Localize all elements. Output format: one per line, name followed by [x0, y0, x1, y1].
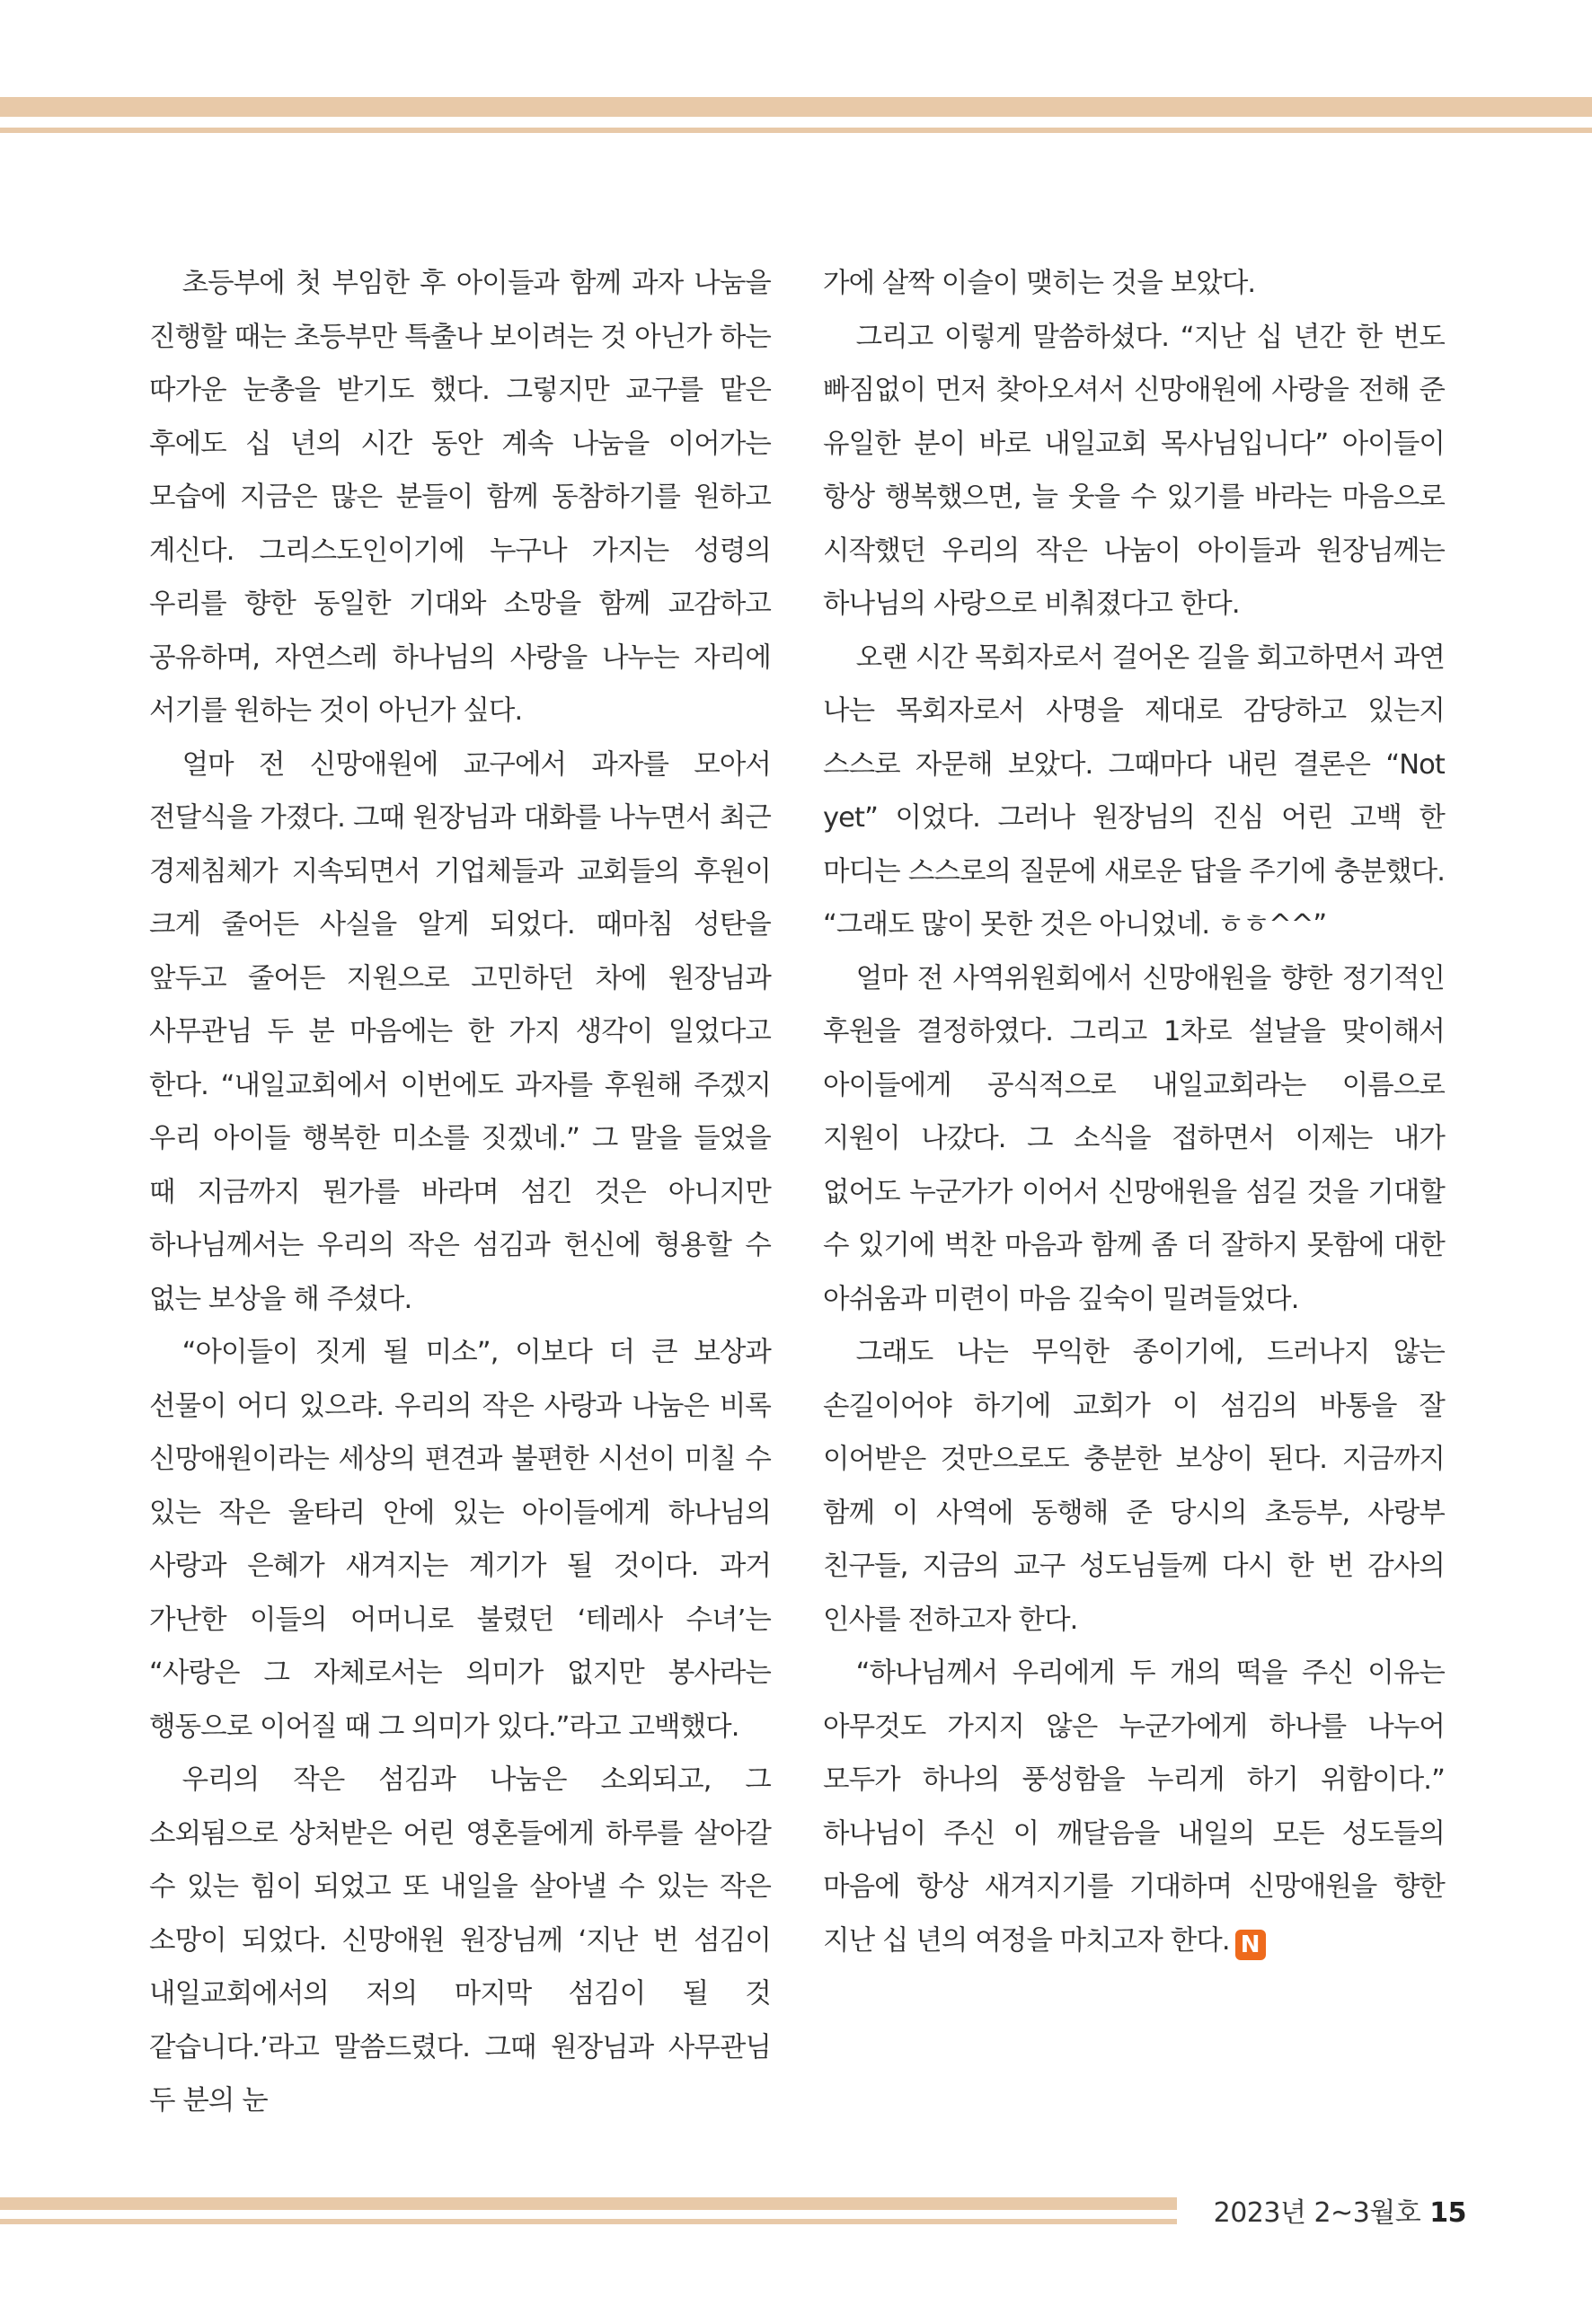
paragraph: 그리고 이렇게 말씀하셨다. “지난 십 년간 한 번도 빠짐없이 먼저 찾아오셔서 신망애원에 사랑을 전해 준 유일한 분이 바로 내일교회 목사님입니다” 아이들이 항상 행복했으면, 늘 웃을 수 있기를 바라는 마음으로 시작했던 우리의 작은 나눔이 아이들과 원장님께는 하나님의 사랑으로 비춰졌다고 한다. [823, 321, 1445, 620]
paragraph: 오랜 시간 목회자로서 걸어온 길을 회고하면서 과연 나는 목회자로서 사명을 제대로 감당하고 있는지 스스로 자문해 보았다. 그때마다 내린 결론은 “Not yet” 이었다. 그러나 원장님의 진심 어린 고백 한 마디는 스스로의 질문에 새로운 답을 주기에 충분했다. “그래도 많이 못한 것은 아니었네. ㅎㅎ^^” [823, 641, 1445, 941]
paragraph-continued: 가에 살짝 이슬이 맺히는 것을 보았다. [823, 268, 1256, 299]
page-number: 15 [1429, 2197, 1466, 2229]
paragraph-final-text: “하나님께서 우리에게 두 개의 떡을 주신 이유는 아무것도 가지지 않은 누군가에게 하나를 나누어 모두가 하나의 풍성함을 누리게 하기 위함이다.” 하나님이 주신 이 깨달음을 내일의 모든 성도들의 마음에 항상 새겨지기를 기대하며 신망애원을 향한 지난 십 년의 여정을 마치고자 한다. [823, 1657, 1445, 1957]
bottom-decorative-band [0, 2197, 1177, 2210]
issue-label: 2023년 2~3월호 [1213, 2197, 1421, 2229]
article-column-left [149, 257, 771, 2128]
top-decorative-line [0, 128, 1592, 133]
page-footer [1214, 2190, 1466, 2230]
paragraph: “아이들이 짓게 될 미소”, 이보다 더 큰 보상과 선물이 어디 있으랴. 우리의 작은 사랑과 나눔은 비록 신망애원이라는 세상의 편견과 불편한 시선이 미칠 수 있는 작은 울타리 안에 있는 아이들에게 하나님의 사랑과 은혜가 새겨지는 계기가 될 것이다. 과거 가난한 이들의 어머니로 불렸던 ‘테레사 수녀’는 “사랑은 그 자체로서는 의미가 없지만 봉사라는 행동으로 이어질 때 그 의미가 있다.”라고 고백했다. [149, 1337, 771, 1743]
paragraph: 우리의 작은 섬김과 나눔은 소외되고, 그 소외됨으로 상처받은 어린 영혼들에게 하루를 살아갈 수 있는 힘이 되었고 또 내일을 살아낼 수 있는 작은 소망이 되었다. 신망애원 원장님께 ‘지난 번 섬김이 내일교회에서의 저의 마지막 섬김이 될 것 같습니다.’라고 말씀드렸다. 그때 원장님과 사무관님 두 분의 눈 [149, 1764, 771, 2116]
paragraph: 그래도 나는 무익한 종이기에, 드러나지 않는 손길이어야 하기에 교회가 이 섬김의 바통을 잘 이어받은 것만으로도 충분한 보상이 된다. 지금까지 함께 이 사역에 동행해 준 당시의 초등부, 사랑부 친구들, 지금의 교구 성도님들께 다시 한 번 감사의 인사를 전하고자 한다. [823, 1337, 1445, 1636]
end-mark-icon: N [1235, 1930, 1266, 1960]
paragraph-final [823, 1647, 1445, 1967]
paragraph: 초등부에 첫 부임한 후 아이들과 함께 과자 나눔을 진행할 때는 초등부만 특출나 보이려는 것 아닌가 하는 따가운 눈총을 받기도 했다. 그렇지만 교구를 맡은 후에도 십 년의 시간 동안 계속 나눔을 이어가는 모습에 지금은 많은 분들이 함께 동참하기를 원하고 계신다. 그리스도인이기에 누구나 가지는 성령의 우리를 향한 동일한 기대와 소망을 함께 교감하고 공유하며, 자연스레 하나님의 사랑을 나누는 자리에 서기를 원하는 것이 아닌가 싶다. [149, 268, 771, 727]
top-decorative-band [0, 97, 1592, 117]
paragraph: 얼마 전 신망애원에 교구에서 과자를 모아서 전달식을 가졌다. 그때 원장님과 대화를 나누면서 최근 경제침체가 지속되면서 기업체들과 교회들의 후원이 크게 줄어든 사실을 알게 되었다. 때마침 성탄을 앞두고 줄어든 지원으로 고민하던 차에 원장님과 사무관님 두 분 마음에는 한 가지 생각이 일었다고 한다. “내일교회에서 이번에도 과자를 후원해 주겠지 우리 아이들 행복한 미소를 짓겠네.” 그 말을 들었을 때 지금까지 뭔가를 바라며 섬긴 것은 아니지만 하나님께서는 우리의 작은 섬김과 헌신에 형용할 수 없는 보상을 해 주셨다. [149, 748, 771, 1315]
article-column-right [823, 257, 1445, 1967]
paragraph: 얼마 전 사역위원회에서 신망애원을 향한 정기적인 후원을 결정하였다. 그리고 1차로 설날을 맞이해서 아이들에게 공식적으로 내일교회라는 이름으로 지원이 나갔다. 그 소식을 접하면서 이제는 내가 없어도 누군가가 이어서 신망애원을 섬길 것을 기대할 수 있기에 벅찬 마음과 함께 좀 더 잘하지 못함에 대한 아쉬움과 미련이 마음 깊숙이 밀려들었다. [823, 962, 1445, 1315]
bottom-decorative-line [0, 2219, 1177, 2224]
